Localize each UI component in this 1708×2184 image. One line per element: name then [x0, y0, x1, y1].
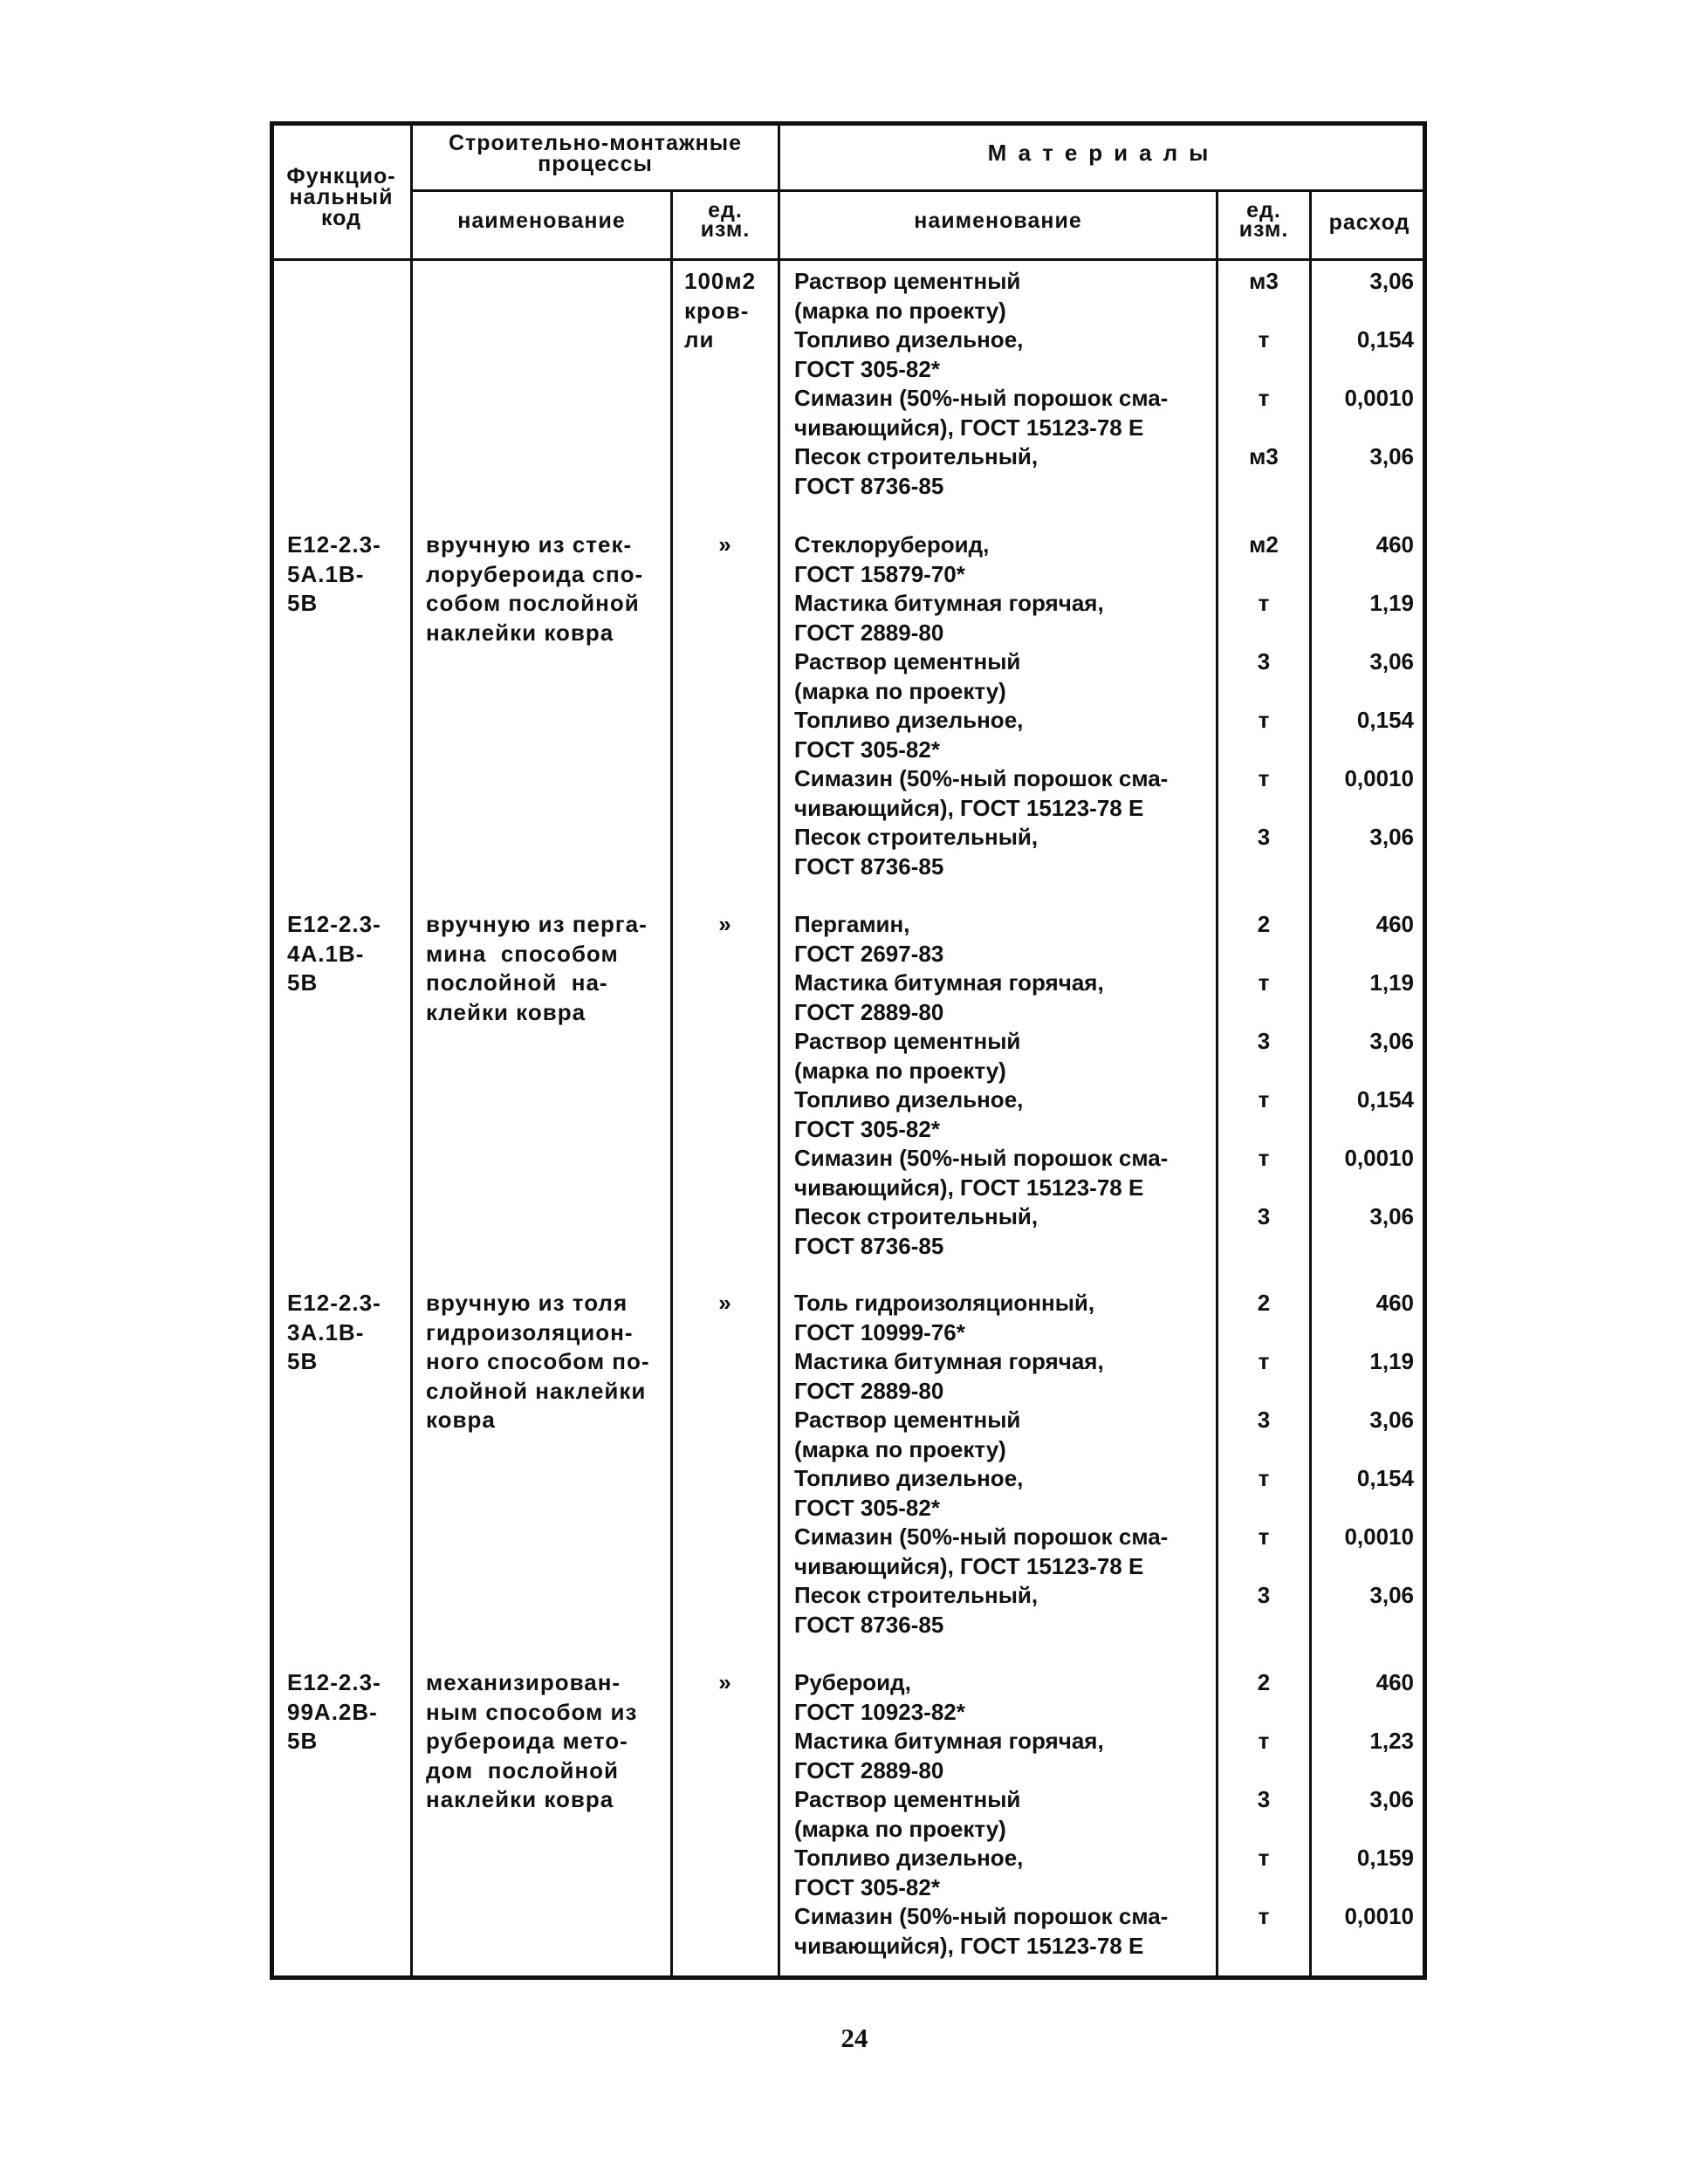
- material-unit: 3: [1257, 824, 1271, 850]
- material-qty: 0,0010: [1344, 1145, 1414, 1171]
- header-mat-qty: расход: [1328, 210, 1410, 235]
- material-name: Мастика битумная горячая, ГОСТ 2889-80: [794, 1348, 1104, 1404]
- material-qty: 0,154: [1356, 1465, 1414, 1491]
- group-unit: 100м2 кров- ли: [684, 268, 757, 353]
- material-unit: т: [1258, 1523, 1270, 1550]
- material-qty: 0,154: [1356, 707, 1414, 733]
- material-qty: 3,06: [1369, 1407, 1414, 1433]
- material-unit: т: [1258, 1348, 1270, 1374]
- col-divider-5: [1309, 190, 1312, 1980]
- material-unit: т: [1258, 1465, 1270, 1491]
- material-qty: 3,06: [1369, 824, 1414, 850]
- header-proc-unit: ед. изм.: [700, 198, 751, 242]
- material-qty: 1,19: [1369, 1348, 1414, 1374]
- material-qty: 3,06: [1369, 268, 1414, 294]
- material-name: Песок строительный, ГОСТ 8736-85: [794, 443, 1039, 499]
- material-name: Топливо дизельное, ГОСТ 305-82*: [794, 326, 1024, 382]
- material-name: Топливо дизельное, ГОСТ 305-82*: [794, 1465, 1024, 1521]
- material-name: Песок строительный, ГОСТ 8736-85: [794, 1582, 1039, 1638]
- header-bottom-line: [270, 258, 1427, 261]
- header-mid-line: [410, 189, 1427, 192]
- material-unit: 3: [1257, 1407, 1271, 1433]
- header-mat-unit: ед. изм.: [1238, 198, 1289, 242]
- material-qty: 0,154: [1356, 1086, 1414, 1113]
- material-qty: 1,19: [1369, 590, 1414, 616]
- material-name: Симазин (50%-ный порошок сма- чивающийся), ГОСТ 15123-78 Е: [794, 1903, 1169, 1959]
- group-code: Е12-2.3- 4А.1В- 5В: [287, 911, 381, 996]
- material-qty: 3,06: [1369, 648, 1414, 674]
- material-unit: т: [1258, 1145, 1270, 1171]
- col-divider-3: [778, 121, 780, 1980]
- material-qty: 0,0010: [1344, 765, 1414, 791]
- material-unit: т: [1258, 1728, 1270, 1754]
- material-unit: 3: [1257, 648, 1271, 674]
- material-unit: 3: [1257, 1028, 1271, 1054]
- page-number: 24: [840, 2023, 868, 2053]
- material-unit: м3: [1249, 443, 1279, 469]
- material-name: Мастика битумная горячая, ГОСТ 2889-80: [794, 969, 1104, 1025]
- material-name: Мастика битумная горячая, ГОСТ 2889-80: [794, 1728, 1104, 1783]
- material-qty: 460: [1375, 911, 1414, 937]
- group-process: вручную из перга- мина способом послойной на- клейки ковра: [426, 911, 648, 1025]
- material-qty: 1,19: [1369, 969, 1414, 996]
- material-name: Симазин (50%-ный порошок сма- чивающийся), ГОСТ 15123-78 Е: [794, 1145, 1169, 1201]
- material-qty: 3,06: [1369, 443, 1414, 469]
- material-name: Топливо дизельное, ГОСТ 305-82*: [794, 1845, 1024, 1900]
- col-divider-2: [670, 190, 673, 1980]
- material-name: Симазин (50%-ный порошок сма- чивающийся), ГОСТ 15123-78 Е: [794, 385, 1169, 441]
- material-unit: т: [1258, 969, 1270, 996]
- material-unit: 3: [1257, 1203, 1271, 1229]
- material-name: Стеклорубероид, ГОСТ 15879-70*: [794, 531, 990, 587]
- material-qty: 460: [1375, 531, 1414, 558]
- material-unit: т: [1258, 385, 1270, 411]
- material-qty: 0,154: [1356, 326, 1414, 353]
- group-unit: »: [718, 1669, 732, 1695]
- group-code: Е12-2.3- 3А.1В- 5В: [287, 1290, 381, 1375]
- header-processes-group: Строительно-монтажные процессы: [448, 131, 743, 176]
- header-materials-group: Материалы: [987, 140, 1220, 166]
- group-unit: »: [718, 911, 732, 937]
- header-func-code: Функцио- нальный код: [286, 164, 396, 230]
- material-qty: 460: [1375, 1669, 1414, 1695]
- material-qty: 0,0010: [1344, 1523, 1414, 1550]
- material-unit: т: [1258, 1903, 1270, 1929]
- material-name: Пергамин, ГОСТ 2697-83: [794, 911, 944, 967]
- group-code: Е12-2.3- 99А.2В- 5В: [287, 1669, 381, 1755]
- material-name: Толь гидроизоляционный, ГОСТ 10999-76*: [794, 1290, 1095, 1345]
- material-name: Раствор цементный (марка по проекту): [794, 1028, 1021, 1084]
- material-name: Симазин (50%-ный порошок сма- чивающийся), ГОСТ 15123-78 Е: [794, 765, 1169, 821]
- group-unit: »: [718, 1290, 732, 1316]
- material-name: Раствор цементный (марка по проекту): [794, 1786, 1021, 1842]
- material-name: Раствор цементный (марка по проекту): [794, 648, 1021, 704]
- col-divider-1: [410, 121, 413, 1980]
- material-qty: 0,0010: [1344, 1903, 1414, 1929]
- header-proc-name: наименование: [457, 209, 626, 233]
- material-unit: т: [1258, 1845, 1270, 1871]
- material-unit: т: [1258, 326, 1270, 353]
- material-unit: 2: [1257, 1290, 1271, 1316]
- material-qty: 460: [1375, 1290, 1414, 1316]
- material-name: Раствор цементный (марка по проекту): [794, 268, 1021, 324]
- material-unit: т: [1258, 765, 1270, 791]
- material-unit: т: [1258, 1086, 1270, 1113]
- group-unit: »: [718, 531, 732, 558]
- material-unit: 3: [1257, 1786, 1271, 1812]
- material-unit: т: [1258, 707, 1270, 733]
- material-qty: 3,06: [1369, 1028, 1414, 1054]
- material-name: Топливо дизельное, ГОСТ 305-82*: [794, 1086, 1024, 1142]
- material-unit: 3: [1257, 1582, 1271, 1608]
- material-qty: 1,23: [1369, 1728, 1414, 1754]
- group-process: вручную из стек- лорубероида спо- собом послойной наклейки ковра: [426, 531, 644, 646]
- material-name: Раствор цементный (марка по проекту): [794, 1407, 1021, 1462]
- material-qty: 3,06: [1369, 1582, 1414, 1608]
- material-unit: м3: [1249, 268, 1279, 294]
- material-unit: 2: [1257, 911, 1271, 937]
- material-unit: 2: [1257, 1669, 1271, 1695]
- material-qty: 3,06: [1369, 1786, 1414, 1812]
- group-code: Е12-2.3- 5А.1В- 5В: [287, 531, 381, 617]
- group-process: механизирован- ным способом из рубероида мето- дом послойной наклейки ковра: [426, 1669, 638, 1813]
- header-mat-name: наименование: [914, 209, 1082, 233]
- material-qty: 0,0010: [1344, 385, 1414, 411]
- material-unit: т: [1258, 590, 1270, 616]
- material-name: Симазин (50%-ный порошок сма- чивающийся), ГОСТ 15123-78 Е: [794, 1523, 1169, 1579]
- material-name: Песок строительный, ГОСТ 8736-85: [794, 824, 1039, 880]
- material-qty: 0,159: [1356, 1845, 1414, 1871]
- material-name: Рубероид, ГОСТ 10923-82*: [794, 1669, 965, 1725]
- material-name: Мастика битумная горячая, ГОСТ 2889-80: [794, 590, 1104, 646]
- material-name: Топливо дизельное, ГОСТ 305-82*: [794, 707, 1024, 763]
- group-process: вручную из толя гидроизоляцион- ного способом по- слойной наклейки ковра: [426, 1290, 650, 1434]
- material-qty: 3,06: [1369, 1203, 1414, 1229]
- material-unit: м2: [1249, 531, 1279, 558]
- material-name: Песок строительный, ГОСТ 8736-85: [794, 1203, 1039, 1259]
